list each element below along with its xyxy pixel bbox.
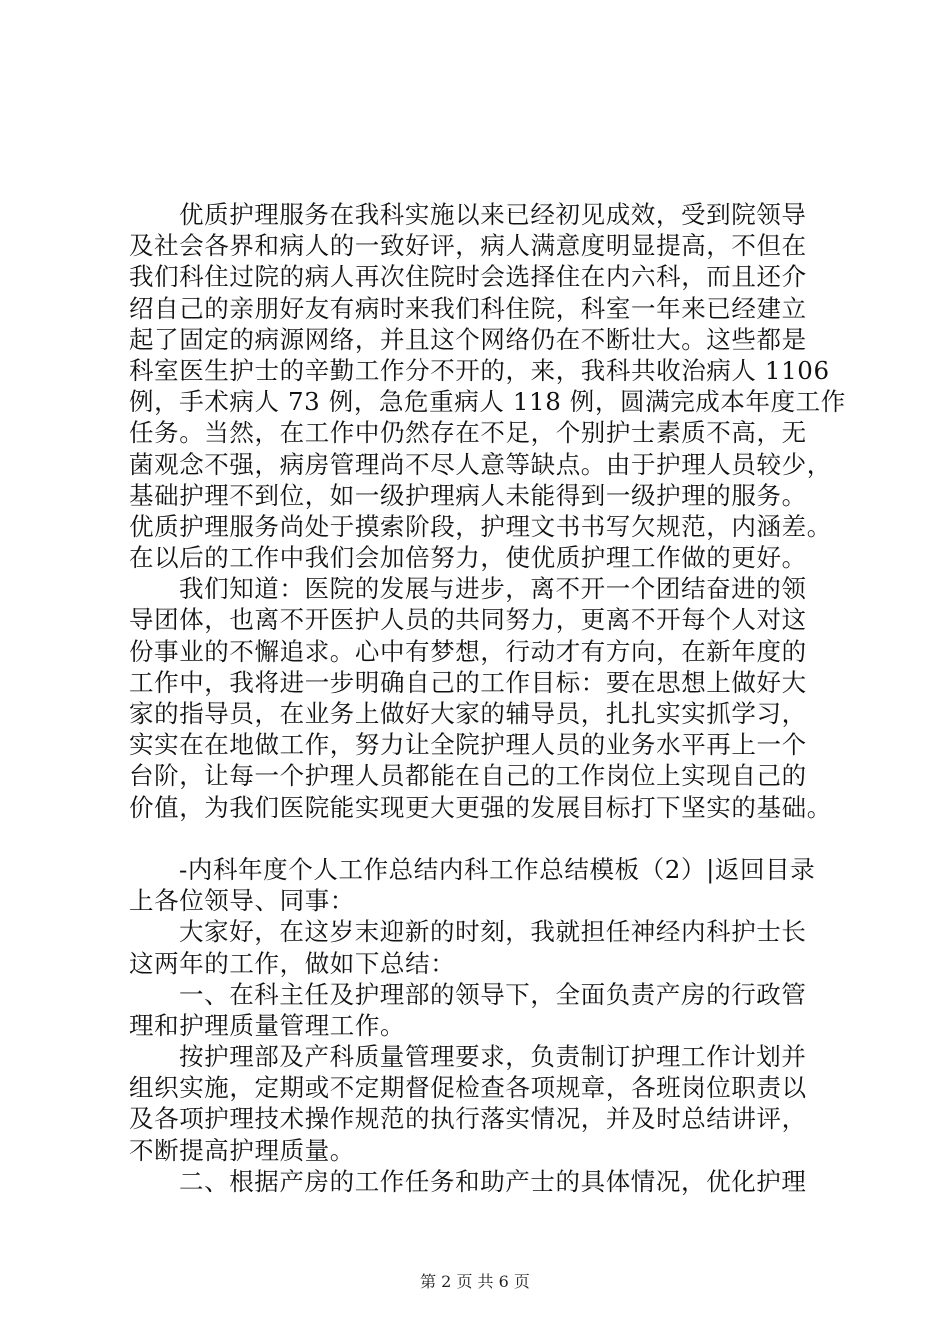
text-line: 我们知道：医院的发展与进步，离不开一个团结奋进的领 <box>179 574 807 604</box>
text-line: 导团体，也离不开医护人员的共同努力，更离不开每个人对这 <box>129 605 807 635</box>
text-line: 例，手术病人 73 例，急危重病人 118 例，圆满完成本年度工作 <box>129 387 846 417</box>
text-line: 上各位领导、同事： <box>129 886 355 916</box>
text-line: 及社会各界和病人的一致好评，病人满意度明显提高，不但在 <box>129 231 807 261</box>
text-line: 优质护理服务尚处于摸索阶段，护理文书书写欠规范，内涵差。 <box>129 511 832 541</box>
page-number: 第 2 页 共 6 页 <box>420 1272 530 1291</box>
text-line: 工作中，我将进一步明确自己的工作目标：要在思想上做好大 <box>129 667 807 697</box>
text-line: 组织实施，定期或不定期督促检查各项规章，各班岗位职责以 <box>129 1073 807 1103</box>
text-line: 实实在在地做工作，努力让全院护理人员的业务水平再上一个 <box>129 730 807 760</box>
body-text <box>129 199 849 1197</box>
text-line: 不断提高护理质量。 <box>129 1135 355 1165</box>
text-line: 我们科住过院的病人再次住院时会选择住在内六科，而且还介 <box>129 262 807 292</box>
text-line: 家的指导员，在业务上做好大家的辅导员，扎扎实实抓学习， <box>129 699 807 728</box>
text-line: 及各项护理技术操作规范的执行落实情况，并及时总结讲评， <box>129 1104 807 1134</box>
text-line: 价值，为我们医院能实现更大更强的发展目标打下坚实的基础。 <box>129 792 832 822</box>
text-line: 台阶，让每一个护理人员都能在自己的工作岗位上实现自己的 <box>129 761 807 791</box>
page-footer <box>0 1272 950 1292</box>
text-line: 这两年的工作，做如下总结： <box>129 948 456 978</box>
text-line: 菌观念不强，病房管理尚不尽人意等缺点。由于护理人员较少， <box>129 449 832 479</box>
text-line: 优质护理服务在我科实施以来已经初见成效，受到院领导 <box>179 200 807 229</box>
text-line: 基础护理不到位，如一级护理病人未能得到一级护理的服务。 <box>129 480 807 510</box>
text-line: 理和护理质量管理工作。 <box>129 1010 406 1040</box>
text-line: 一、在科主任及护理部的领导下，全面负责产房的行政管 <box>179 979 807 1009</box>
text-line: 起了固定的病源网络，并且这个网络仍在不断壮大。这些都是 <box>129 324 807 354</box>
text-line: 大家好，在这岁末迎新的时刻，我就担任神经内科护士长 <box>179 917 807 947</box>
text-line: 绍自己的亲朋好友有病时来我们科住院，科室一年来已经建立 <box>129 293 807 323</box>
text-line: 按护理部及产科质量管理要求，负责制订护理工作计划并 <box>179 1042 807 1072</box>
text-line: 份事业的不懈追求。心中有梦想，行动才有方向，在新年度的 <box>129 636 807 666</box>
text-line: 任务。当然，在工作中仍然存在不足，个别护士素质不高，无 <box>129 418 807 448</box>
section-heading: -内科年度个人工作总结内科工作总结模板（2）|返回目录 <box>179 854 816 884</box>
text-line: 二、根据产房的工作任务和助产士的具体情况，优化护理 <box>179 1166 807 1196</box>
text-line: 科室医生护士的辛勤工作分不开的，来，我科共收治病人 1106 <box>129 355 830 385</box>
blank-line <box>129 823 849 854</box>
text-line: 在以后的工作中我们会加倍努力，使优质护理工作做的更好。 <box>129 543 807 573</box>
